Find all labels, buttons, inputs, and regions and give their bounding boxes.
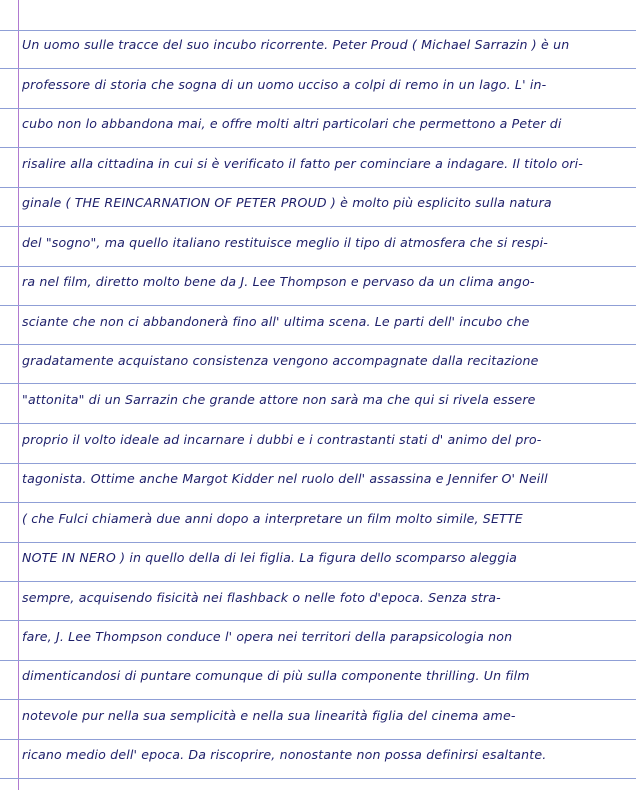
ruled-line (0, 147, 636, 148)
ruled-line (0, 739, 636, 740)
ruled-line (0, 581, 636, 582)
text-line-17: dimenticandosi di puntare comunque di più sulla componente thrilling. Un film (22, 668, 530, 683)
ruled-line (0, 699, 636, 700)
text-line-14: NOTE IN NERO ) in quello della di lei figlia. La figura dello scomparso aleggia (22, 550, 517, 565)
ruled-line (0, 30, 636, 31)
ruled-line (0, 305, 636, 306)
ruled-line (0, 463, 636, 464)
ruled-line (0, 542, 636, 543)
ruled-line (0, 660, 636, 661)
text-line-16: fare, J. Lee Thompson conduce l' opera nei territori della parapsicologia non (22, 629, 513, 644)
text-line-4: risalire alla cittadina in cui si è verificato il fatto per cominciare a indagare. Il titolo ori- (22, 156, 583, 171)
ruled-line (0, 344, 636, 345)
text-line-8: sciante che non ci abbandonerà fino all' ultima scena. Le parti dell' incubo che (22, 314, 530, 329)
ruled-line (0, 620, 636, 621)
margin-line (18, 0, 19, 790)
ruled-line (0, 423, 636, 424)
text-line-2: professore di storia che sogna di un uomo ucciso a colpi di remo in un lago. L' in- (22, 77, 547, 92)
ruled-line (0, 383, 636, 384)
text-line-1: Un uomo sulle tracce del suo incubo ricorrente. Peter Proud ( Michael Sarrazin ) è un (22, 37, 570, 52)
ruled-line (0, 187, 636, 188)
text-line-15: sempre, acquisendo fisicità nei flashback o nelle foto d'epoca. Senza stra- (22, 590, 501, 605)
text-line-10: "attonita" di un Sarrazin che grande attore non sarà ma che qui si rivela essere (22, 392, 536, 407)
text-line-3: cubo non lo abbandona mai, e offre molti altri particolari che permettono a Peter di (22, 116, 562, 131)
text-line-11: proprio il volto ideale ad incarnare i dubbi e i contrastanti stati d' animo del pro- (22, 432, 542, 447)
ruled-line (0, 778, 636, 779)
ruled-line (0, 226, 636, 227)
ruled-line (0, 266, 636, 267)
text-line-12: tagonista. Ottime anche Margot Kidder nel ruolo dell' assassina e Jennifer O' Neill (22, 471, 548, 486)
ruled-line (0, 68, 636, 69)
text-line-18: notevole pur nella sua semplicità e nella sua linearità figlia del cinema ame- (22, 708, 516, 723)
text-line-13: ( che Fulci chiamerà due anni dopo a interpretare un film molto simile, SETTE (22, 511, 523, 526)
ruled-line (0, 502, 636, 503)
text-line-9: gradatamente acquistano consistenza vengono accompagnate dalla recitazione (22, 353, 539, 368)
text-line-5: ginale ( THE REINCARNATION OF PETER PROUD ) è molto più esplicito sulla natura (22, 195, 552, 210)
ruled-line (0, 108, 636, 109)
text-line-7: ra nel film, diretto molto bene da J. Lee Thompson e pervaso da un clima ango- (22, 274, 535, 289)
text-line-19: ricano medio dell' epoca. Da riscoprire, nonostante non possa definirsi esaltante. (22, 747, 547, 762)
text-line-6: del "sogno", ma quello italiano restituisce meglio il tipo di atmosfera che si respi- (22, 235, 548, 250)
